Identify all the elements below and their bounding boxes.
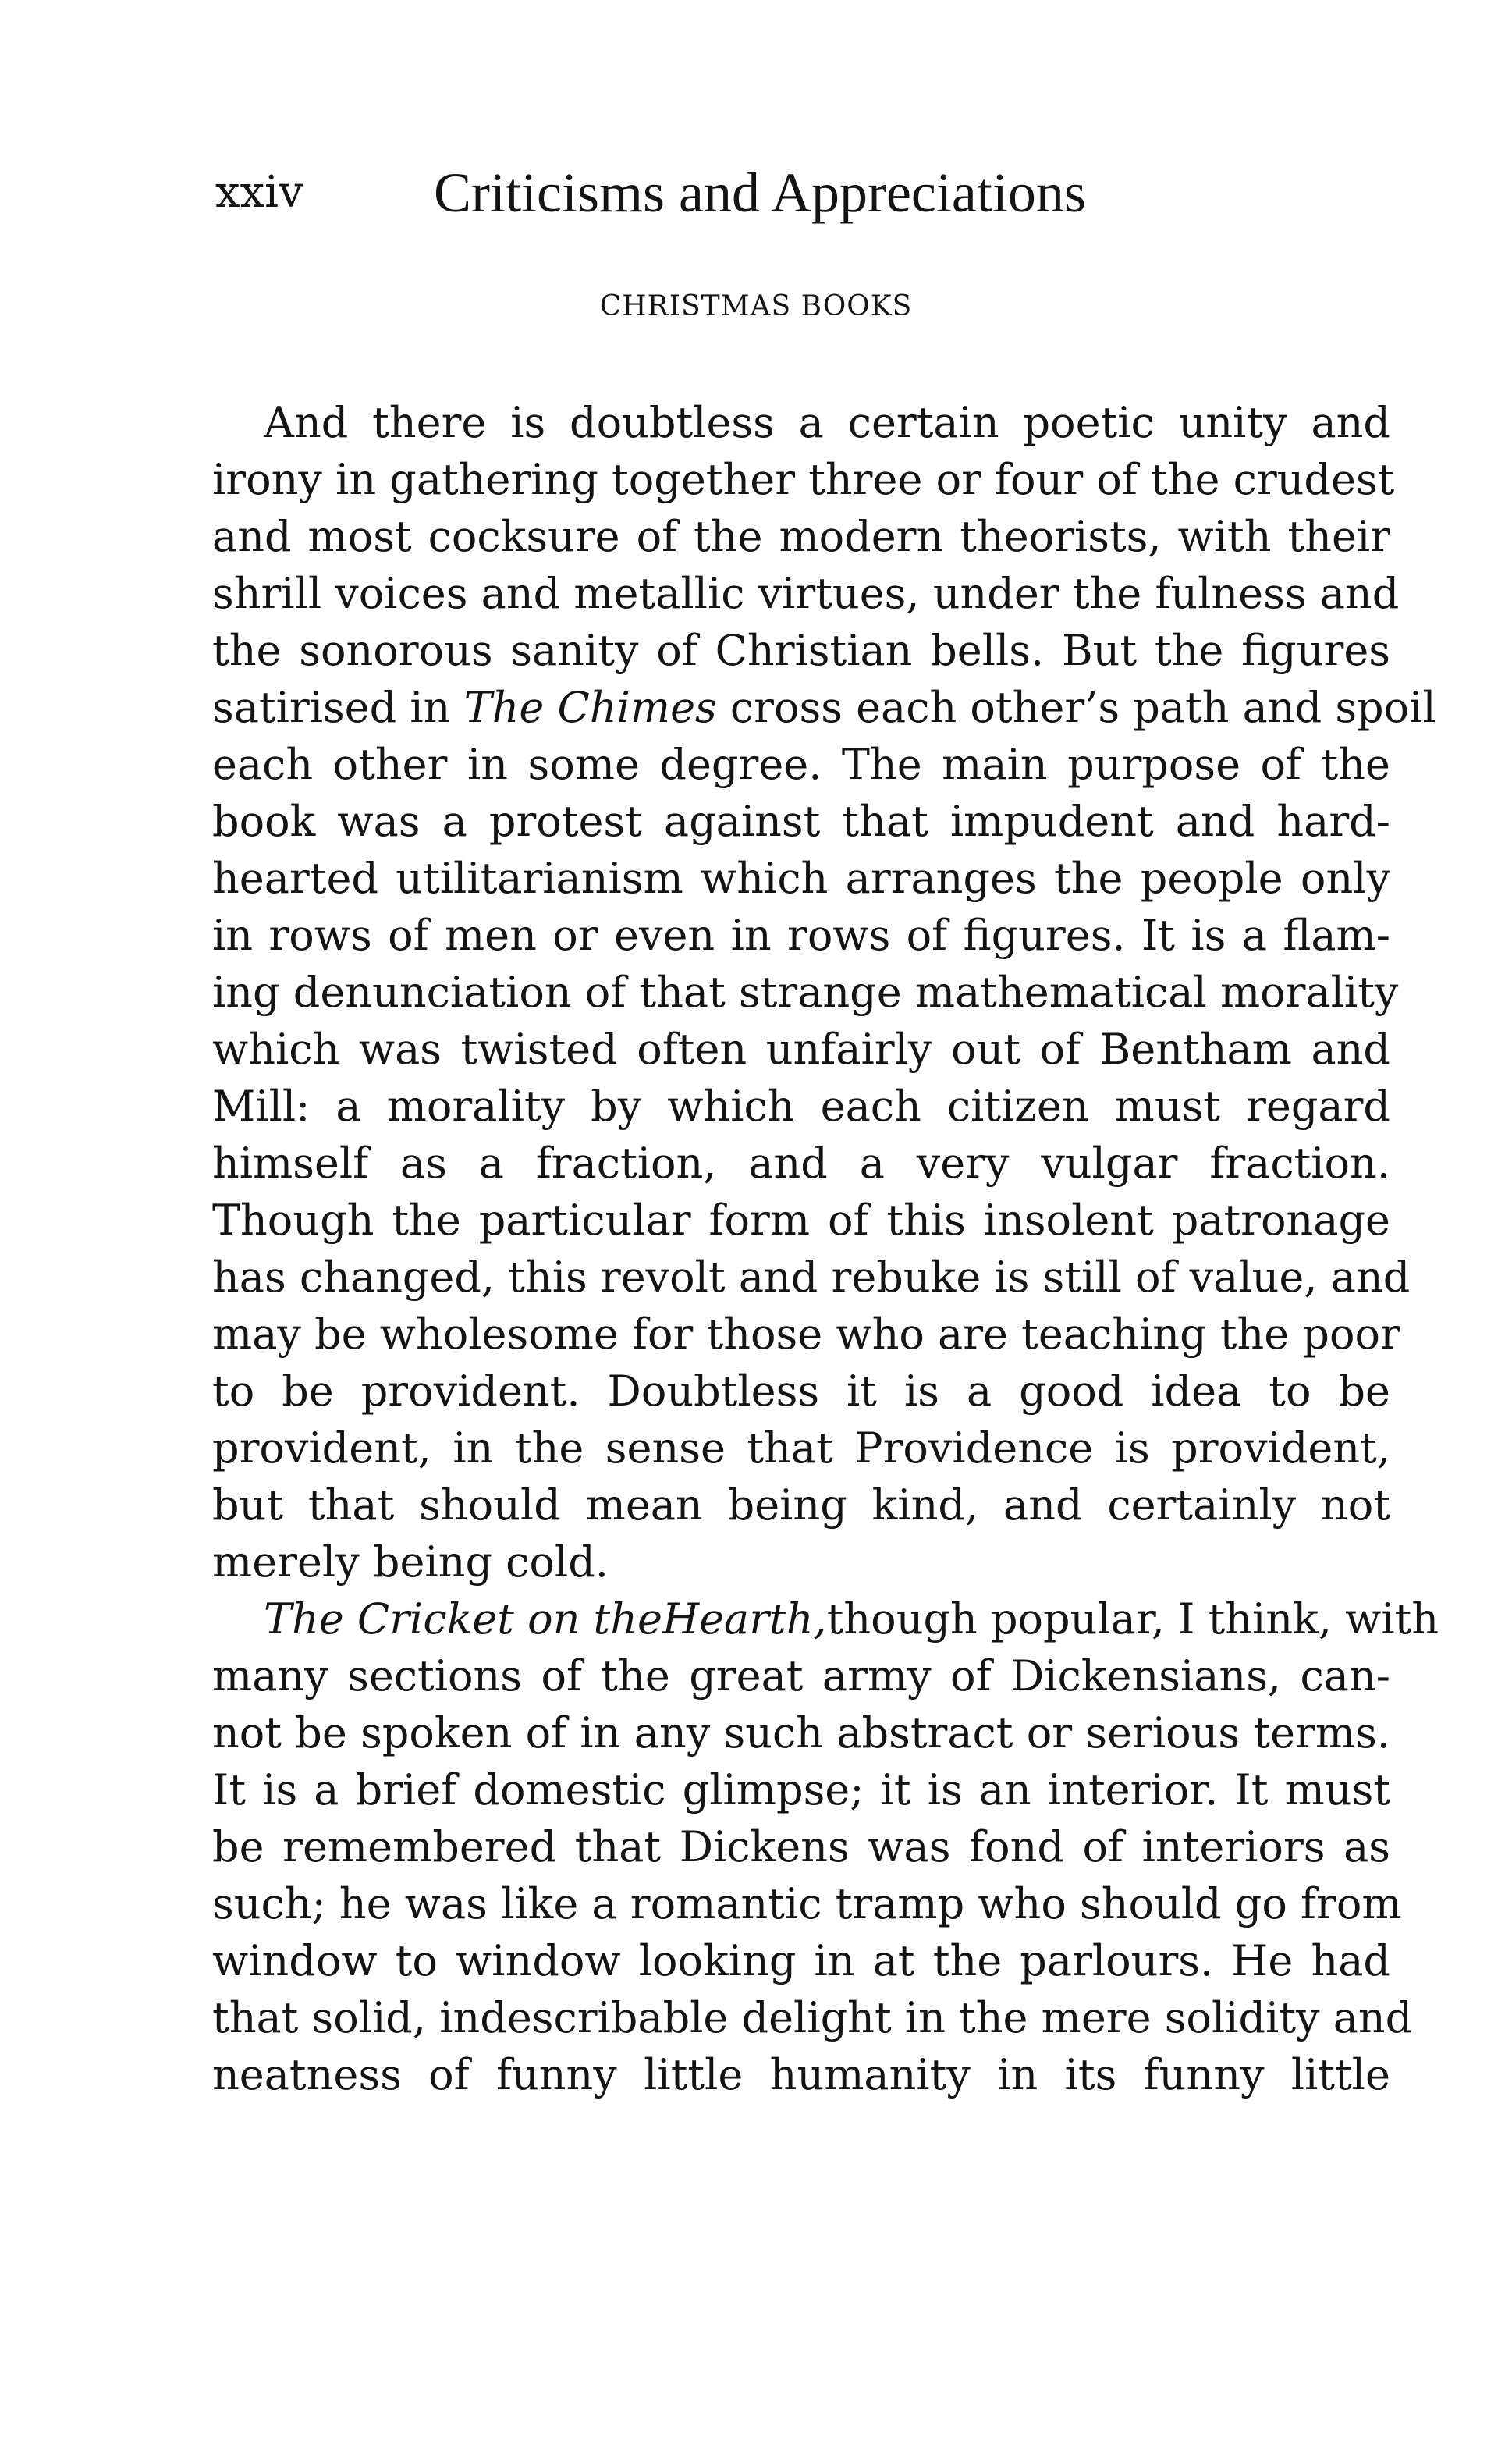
text-line: not be spoken of in any such abstract or serious terms. [212,1708,1390,1757]
page-number: xxiv [215,167,303,218]
text-line: such; he was like a romantic tramp who should go from [212,1879,1402,1928]
section-title: CHRISTMAS BOOKS [599,290,913,322]
text-line: Mill: a morality by which each citizen must regard [212,1082,1390,1131]
text-line: be remembered that Dickens was fond of interiors as [212,1822,1390,1871]
text-line: has changed, this revolt and rebuke is still of value, and [212,1253,1411,1302]
text-line: shrill voices and metallic virtues, under the fulness and [212,569,1400,618]
text-line: merely being cold. [212,1537,609,1587]
text-line: may be wholesome for those who are teaching the poor [212,1310,1400,1359]
text-line: but that should mean being kind, and certainly not [212,1480,1390,1530]
text-line: which was twisted often unfairly out of Bentham and [212,1025,1390,1074]
text-line: window to window looking in at the parlours. He had [212,1936,1390,1985]
text-line: Though the particular form of this insolent patronage [212,1196,1390,1245]
text-line: And there is doubtless a certain poetic unity and [264,398,1390,447]
text-line: neatness of funny little humanity in its funny little [212,2050,1390,2099]
text-line: himself as a fraction, and a very vulgar fraction. [212,1139,1390,1188]
text-line-with-title [212,679,1436,736]
text-fragment: though popular, I think, with [826,1594,1439,1644]
text-line: and most cocksure of the modern theorists, with their [212,512,1390,561]
text-line: that solid, indescribable delight in the mere solidity and [212,1993,1413,2042]
text-line: It is a brief domestic glimpse; it is an interior. It must [212,1765,1390,1814]
text-line: hearted utilitarianism which arranges the people only [212,854,1390,903]
text-line: many sections of the great army of Dickensians, can- [212,1651,1390,1700]
text-line: provident, in the sense that Providence is provident, [212,1423,1390,1473]
text-line: irony in gathering together three or four of the crudest [212,455,1395,504]
book-title-the-chimes: The Chimes [463,683,717,732]
body-text [212,394,1439,2103]
text-fragment: satirised in [212,683,464,732]
text-fragment: cross each other’s path and spoil [716,683,1436,732]
running-title: Criticisms and Appreciations [434,162,1086,224]
text-line: the sonorous sanity of Christian bells. But the figures [212,626,1390,675]
text-line-with-title [212,1590,1439,1647]
book-title-cricket-on-the-hearth: The Cricket on theHearth, [264,1594,827,1644]
text-line: book was a protest against that impudent and hard- [212,797,1390,846]
text-line: each other in some degree. The main purpose of the [212,740,1390,789]
page-header [215,158,1386,228]
text-line: in rows of men or even in rows of figures. It is a flam- [212,911,1390,960]
text-line: ing denunciation of that strange mathematical morality [212,968,1399,1017]
text-line: to be provident. Doubtless it is a good idea to be [212,1366,1390,1416]
